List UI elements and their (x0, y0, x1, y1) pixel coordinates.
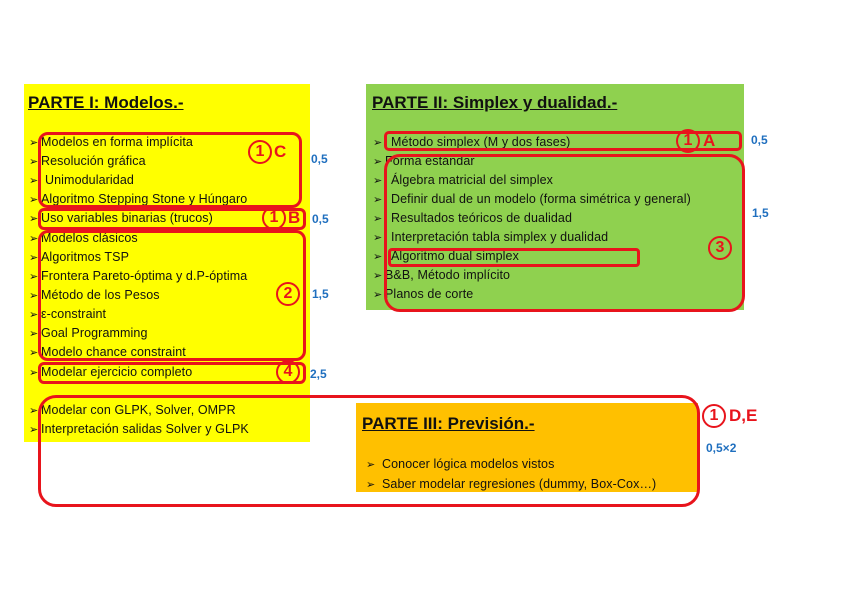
bullet-arrow-icon: ➢ (29, 405, 39, 417)
item-label: Método de los Pesos (41, 288, 160, 302)
bullet-arrow-icon: ➢ (373, 232, 383, 244)
bullet-arrow-icon: ➢ (373, 194, 383, 206)
parte1-title: PARTE I: Modelos.- (28, 93, 184, 112)
weight-label: 0,5×2 (706, 441, 737, 455)
parte2-title: PARTE II: Simplex y dualidad.- (372, 93, 618, 112)
bullet-arrow-icon: ➢ (29, 137, 39, 149)
item-label: Modelos clásicos (41, 231, 138, 245)
bullet-arrow-icon: ➢ (373, 175, 383, 187)
item-label: B&B, Método implícito (385, 268, 511, 282)
item-label: Resultados teóricos de dualidad (391, 211, 572, 225)
bullet-arrow-icon: ➢ (29, 309, 39, 321)
item-label: Planos de corte (385, 287, 474, 301)
circle-number: 1 (676, 129, 700, 153)
annotation-suffix: C (274, 142, 287, 161)
bullet-arrow-icon: ➢ (29, 233, 39, 245)
item-label: Algoritmo Stepping Stone y Húngaro (41, 192, 248, 206)
weight-label: 1,5 (312, 287, 329, 301)
item-label: Uso variables binarias (trucos) (41, 211, 213, 225)
bullet-arrow-icon: ➢ (29, 347, 39, 359)
bullet-arrow-icon: ➢ (29, 194, 39, 206)
item-label: Definir dual de un modelo (forma simétrica y general) (391, 192, 691, 206)
bullet-arrow-icon: ➢ (29, 424, 39, 436)
weight-label: 0,5 (751, 133, 768, 147)
item-label: Conocer lógica modelos vistos (382, 457, 555, 471)
item-label: Modelar con GLPK, Solver, OMPR (41, 403, 236, 417)
dual-simplex-highlight-box (388, 248, 640, 267)
bullet-arrow-icon: ➢ (373, 289, 383, 301)
weight-label: 0,5 (312, 212, 329, 226)
circle-number: 2 (276, 282, 300, 306)
item-label: ε-constraint (41, 307, 107, 321)
item-label: Frontera Pareto-óptima y d.P-óptima (41, 269, 248, 283)
bullet-arrow-icon: ➢ (366, 459, 376, 471)
bullet-arrow-icon: ➢ (29, 175, 39, 187)
item-label: Forma estándar (385, 154, 475, 168)
bullet-arrow-icon: ➢ (366, 479, 376, 491)
item-label: Modelar ejercicio completo (41, 365, 193, 379)
annotation-suffix: B (288, 208, 301, 227)
item-label: Álgebra matricial del simplex (391, 173, 553, 187)
circle-number: 3 (708, 236, 732, 260)
weight-label: 0,5 (311, 152, 328, 166)
bullet-arrow-icon: ➢ (29, 252, 39, 264)
group-4-box (38, 362, 306, 384)
annotation-suffix: A (703, 131, 716, 150)
weight-label: 1,5 (752, 206, 769, 220)
item-label: Resolución gráfica (41, 154, 146, 168)
item-label: Interpretación salidas Solver y GLPK (41, 422, 249, 436)
item-label: Unimodularidad (45, 173, 134, 187)
item-label: Interpretación tabla simplex y dualidad (391, 230, 609, 244)
bullet-arrow-icon: ➢ (373, 137, 383, 149)
circle-number: 1 (262, 206, 286, 230)
item-label: Goal Programming (41, 326, 148, 340)
bullet-arrow-icon: ➢ (29, 290, 39, 302)
bullet-arrow-icon: ➢ (29, 271, 39, 283)
annotation-suffix: D,E (729, 406, 758, 425)
bullet-arrow-icon: ➢ (373, 251, 383, 263)
group-3-box (384, 154, 745, 312)
circle-number: 4 (276, 360, 300, 384)
weight-label: 2,5 (310, 367, 327, 381)
group-de-box (38, 395, 700, 507)
bullet-arrow-icon: ➢ (29, 213, 39, 225)
bullet-arrow-icon: ➢ (373, 270, 383, 282)
bullet-arrow-icon: ➢ (373, 213, 383, 225)
bullet-arrow-icon: ➢ (29, 328, 39, 340)
circle-number: 1 (248, 140, 272, 164)
circle-number: 1 (702, 404, 726, 428)
bullet-arrow-icon: ➢ (373, 156, 383, 168)
parte3-title: PARTE III: Previsión.- (362, 414, 535, 433)
item-label: Algoritmos TSP (41, 250, 130, 264)
item-label: Método simplex (M y dos fases) (391, 135, 571, 149)
item-label: Saber modelar regresiones (dummy, Box-Cox…) (382, 477, 657, 491)
bullet-arrow-icon: ➢ (29, 156, 39, 168)
item-label: Modelos en forma implícita (41, 135, 193, 149)
item-label: Algoritmo dual simplex (391, 249, 519, 263)
item-label: Modelo chance constraint (41, 345, 186, 359)
group-2-box (38, 230, 306, 361)
bullet-arrow-icon: ➢ (29, 367, 39, 379)
